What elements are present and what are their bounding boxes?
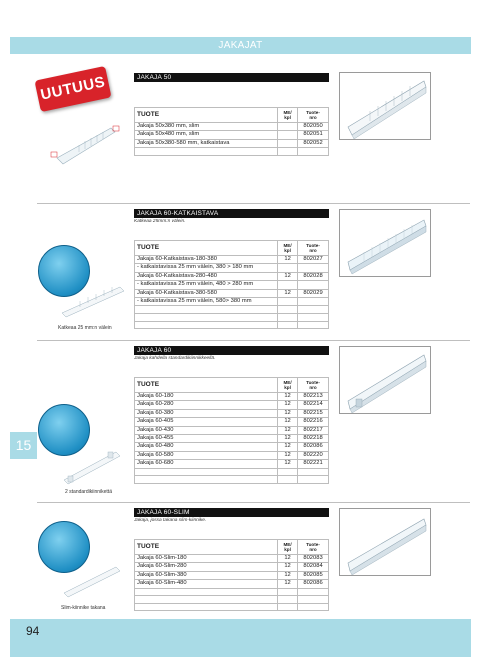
- chapter-tab: 15: [10, 432, 37, 459]
- table-row: Jakaja 60-Slim-480 12 802086: [135, 580, 329, 588]
- footer-band: [10, 619, 471, 657]
- section-subtitle: Jakaja kahdella standardikiinnikkeellä.: [134, 356, 216, 361]
- col-header-product: TUOTE: [135, 378, 278, 393]
- katkaistava-drawing: [58, 283, 128, 319]
- table-row-empty: [135, 596, 329, 604]
- table-row: Jakaja 50x380-580 mm, katkaistava 802052: [135, 139, 329, 147]
- table-row-empty: [135, 468, 329, 476]
- section-divider: [37, 340, 470, 341]
- section-title: JAKAJA 60-KATKAISTAVA: [134, 209, 329, 218]
- product-section-jakaja-60-katkaistava: [134, 209, 329, 329]
- product-section-jakaja-60-slim: [134, 508, 329, 611]
- section-subtitle: Jakaja, jossa takana slim-kiinnike.: [134, 518, 207, 523]
- product-photo-jakaja-50: [339, 72, 431, 140]
- table-row-empty: [135, 314, 329, 322]
- table-row: Jakaja 60-480 12 802086: [135, 443, 329, 451]
- section-title: JAKAJA 60-SLIM: [134, 508, 329, 517]
- table-row-empty: [135, 603, 329, 611]
- product-section-jakaja-60: [134, 346, 329, 484]
- section-divider: [37, 203, 470, 204]
- caption-katkaistava: Katkeaa 25 mm:n välein: [58, 325, 112, 331]
- table-row: Jakaja 60-Katkaistava-280-480 12 802028: [135, 272, 329, 280]
- table-row: Jakaja 60-Slim-280 12 802084: [135, 563, 329, 571]
- table-row: Jakaja 50x480 mm, slim 802051: [135, 131, 329, 139]
- col-header-product: TUOTE: [135, 241, 278, 256]
- table-row: Jakaja 60-Katkaistava-180-380 12 802027: [135, 256, 329, 264]
- col-header-qty: ME/ kpl: [278, 378, 298, 393]
- col-header-qty: ME/ kpl: [278, 241, 298, 256]
- table-row: Jakaja 50x380 mm, slim 802050: [135, 123, 329, 131]
- product-table: [134, 539, 329, 611]
- table-row: Jakaja 60-455 12 802218: [135, 435, 329, 443]
- product-table: [134, 240, 329, 329]
- table-row-empty: [135, 148, 329, 156]
- table-row: Jakaja 60-Slim-180 12 802083: [135, 555, 329, 563]
- table-row: - katkaistavissa 25 mm välein, 380 > 180 mm: [135, 264, 329, 272]
- slim-divider-drawing: [60, 563, 124, 599]
- section-divider: [37, 502, 470, 503]
- new-product-badge: UUTUUS: [34, 66, 111, 112]
- standard-divider-drawing: [60, 446, 124, 486]
- section-banner: JAKAJAT: [10, 37, 471, 54]
- col-header-qty: ME/ kpl: [278, 540, 298, 555]
- col-header-code: Tuote- nro: [298, 540, 329, 555]
- col-header-code: Tuote- nro: [298, 108, 329, 123]
- section-title: JAKAJA 60: [134, 346, 329, 355]
- table-row-empty: [135, 588, 329, 596]
- jakaja-50-drawing: [49, 122, 127, 168]
- table-row: Jakaja 60-280 12 802214: [135, 401, 329, 409]
- table-row: Jakaja 60-580 12 802220: [135, 451, 329, 459]
- table-row: Jakaja 60-680 12 802221: [135, 460, 329, 468]
- col-header-qty: ME/ kpl: [278, 108, 298, 123]
- product-table: [134, 107, 329, 156]
- col-header-product: TUOTE: [135, 540, 278, 555]
- table-row: Jakaja 60-405 12 802216: [135, 418, 329, 426]
- col-header-product: TUOTE: [135, 108, 278, 123]
- table-row-empty: [135, 476, 329, 484]
- table-row: - katkaistavissa 25 mm välein, 480 > 280 mm: [135, 281, 329, 289]
- col-header-code: Tuote- nro: [298, 378, 329, 393]
- col-header-code: Tuote- nro: [298, 241, 329, 256]
- table-row-empty: [135, 306, 329, 314]
- table-row: Jakaja 60-380 12 802215: [135, 409, 329, 417]
- caption-slim: Slim-kiinnike takana: [61, 605, 106, 611]
- product-photo-jakaja-60: [339, 346, 431, 414]
- caption-standard: 2 standardikiinnikettä: [65, 489, 112, 495]
- table-row-empty: [135, 321, 329, 329]
- page-number: 94: [26, 624, 40, 638]
- table-row: - katkaistavissa 25 mm välein, 580> 380 mm: [135, 298, 329, 306]
- product-section-jakaja-50: [134, 73, 329, 156]
- product-photo-jakaja-60-slim: [339, 508, 431, 576]
- section-title: JAKAJA 50: [134, 73, 329, 82]
- table-row: Jakaja 60-430 12 802217: [135, 426, 329, 434]
- product-table: [134, 377, 329, 484]
- section-subtitle: Katkeaa 25mm:n välein.: [134, 219, 186, 224]
- product-photo-jakaja-60-katkaistava: [339, 209, 431, 277]
- table-row: Jakaja 60-Katkaistava-380-580 12 802029: [135, 289, 329, 297]
- table-row: Jakaja 60-180 12 802213: [135, 393, 329, 401]
- table-row: Jakaja 60-Slim-380 12 802085: [135, 571, 329, 579]
